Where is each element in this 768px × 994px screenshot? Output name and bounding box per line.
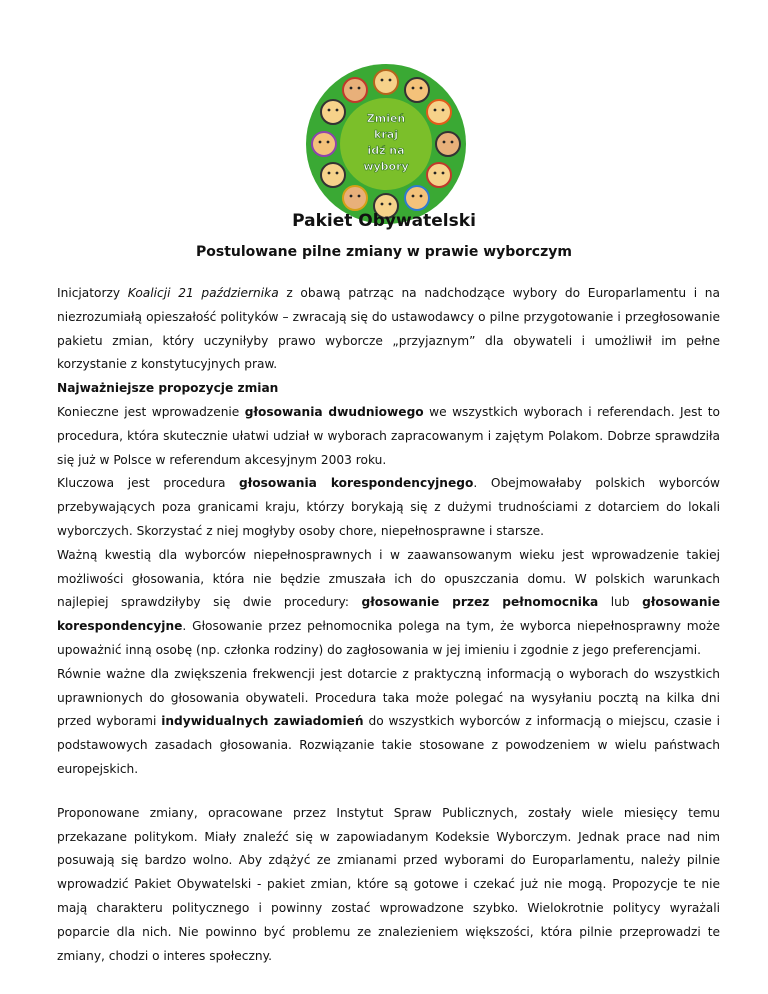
p3-text-start: Ważną kwestią dla wyborców niepełnosprawnych i w zaawansowanym wieku jest wprowadzenie takiej możliwości głosowania, która nie będzie zmuszała ich do opuszczania domu. W polskich warunkach najlepiej sprawdziłyby się dwie procedury: <box>57 547 720 610</box>
p4-emphasis: indywidualnych zawiadomień <box>161 714 364 729</box>
intro-text-start: Inicjatorzy <box>57 286 128 300</box>
p1-text-end: we wszystkich wyborach i referendach. Jest to procedura, która skutecznie ułatwi udział w wyborach zapracowanym i zajętym Polakom. Dobrze sprawdziła się już w Polsce w referendum akcesyjnym 2003 roku. <box>57 404 720 467</box>
p3-text-end: . Głosowanie przez pełnomocnika polega na tym, że wyborca niepełnosprawny może upoważnić inną osobę (np. członka rodziny) do zagłosowania w jej imieniu i zgodnie z jego preferencjami. <box>57 619 720 657</box>
p2-emphasis: głosowania korespondencyjnego <box>239 476 474 491</box>
paragraph-disabled-voters <box>57 544 720 663</box>
p4-text-end: do wszystkich wyborców z informacją o miejscu, czasie i podstawowych zasadach głosowania. Rozwiązanie takie stosowane z powodzeniem w wielu państwach europejskich. <box>57 714 721 776</box>
coalition-name: Koalicji 21 października <box>127 286 279 300</box>
p1-emphasis: głosowania dwudniowego <box>244 404 424 419</box>
p4-text-start: Równie ważne dla zwiększenia frekwencji jest dotarcie z praktyczną informacją o wyborach do wszystkich uprawnionych do głosowania obywateli. Procedura taka może polegać na wysyłaniu pocztą na kilka dni przed wyborami <box>57 666 720 729</box>
logo-text-line-4: wybory <box>363 160 409 173</box>
p2-text-end: . Obejmowałaby polskich wyborców przebywających poza granicami kraju, którzy borykają się z dużymi trudnościami z dotarciem do lokali wyborczych. Skorzystać z niej mogłyby osoby chore, niepełnosprawne i starsze. <box>57 476 720 538</box>
p3-emphasis-proxy: głosowanie przez pełnomocnika <box>361 595 599 610</box>
section-heading: Najważniejsze propozycje zmian <box>57 381 279 396</box>
paragraph-conclusion: Proponowane zmiany, opracowane przez Instytut Spraw Publicznych, zostały wiele miesięcy temu przekazane politykom. Miały znaleźć się w zapowiadanym Kodeksie Wyborczym. Jednak prace nad nim posuwają się bardzo wolno. Aby zdążyć ze zmianami przed wyborami do Europarlamentu, należy pilnie wprowadzić Pakiet Obywatelski - pakiet zmian, które są gotowe i czekać już nie mogą. Propozycje te nie mają charakteru politycznego i powinny zostać wprowadzone szybko. Wielokrotnie politycy wyrażali poparcie dla nich. Nie powinno być problemu ze znalezieniem większości, która pilnie przeprowadzi te zmiany, chodzi o interes społeczny. <box>57 805 720 963</box>
logo-text-line-1: Zmień <box>366 112 406 125</box>
p3-text-mid: lub <box>598 595 643 610</box>
document-title: Pakiet Obywatelski <box>292 211 476 231</box>
p3-emphasis-postal: głosowanie korespondencyjne <box>57 595 720 634</box>
intro-paragraph <box>57 282 720 377</box>
document-subtitle: Postulowane pilne zmiany w prawie wyborczym <box>196 244 572 260</box>
logo-graphic <box>304 62 468 226</box>
paragraph-notifications <box>57 663 720 782</box>
paragraph-gap <box>57 782 720 802</box>
p1-text-start: Konieczne jest wprowadzenie <box>57 404 245 419</box>
logo-text-line-3: idź na <box>367 144 405 157</box>
paragraph-two-day-voting <box>57 401 720 472</box>
logo-text-line-2: kraj <box>374 128 398 141</box>
p2-text-start: Kluczowa jest procedura <box>57 476 240 491</box>
document-body <box>57 282 720 968</box>
paragraph-postal-voting <box>57 472 720 543</box>
campaign-logo <box>304 62 468 226</box>
intro-text-end: z obawą patrząc na nadchodzące wybory do Europarlamentu i na niezrozumiałą opieszałość polityków – zwracają się do ustawodawcy o pilne przygotowanie i przegłosowanie pakietu zmian, który uczyniłyby prawo wyborcze „przyjaznym” dla obywateli i umożliwił im pełne korzystanie z konstytucyjnych praw. <box>57 286 720 372</box>
